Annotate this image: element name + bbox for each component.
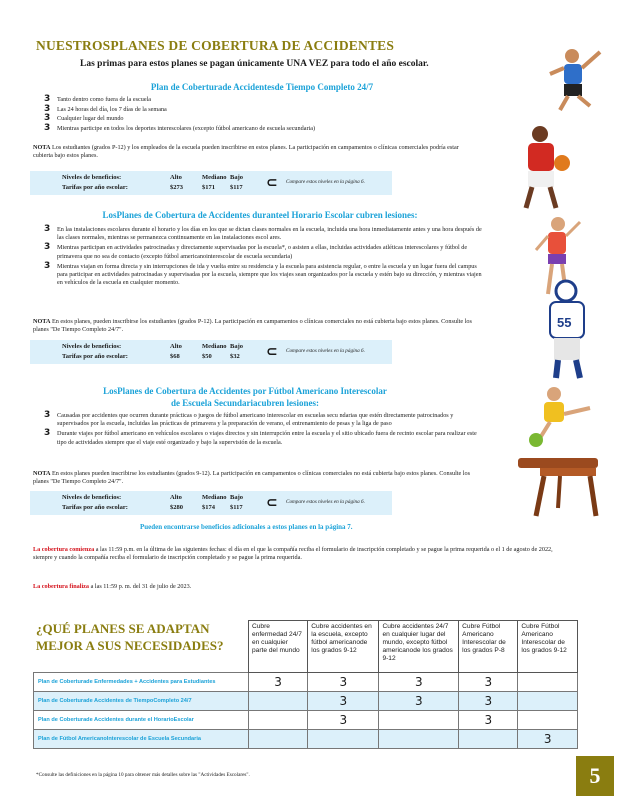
compare-note: Compare estos niveles en la página 6. [286,179,365,185]
tier-label: Niveles de beneficios: [62,494,122,501]
coverage-start: La cobertura comienza a las 11:59 p.m. en la última de las siguientes fechas: el día en el que la compañía reciba el formulario de inscripción completado y se pague la prima requerida o el 1 de agosto de 2022, siempre y cuando la compañía reciba el formulario de inscripción completado y se pague la prima requerida. [33,546,553,562]
row-label: Plan de Coberturade Accidentes de TiempoCompleto 24/7 [34,692,249,711]
svg-text:55: 55 [557,315,572,330]
price-high: $280 [170,504,183,511]
tier-header-medium: Mediano [202,174,227,181]
compare-arrow-icon: ⊂ [266,495,278,511]
page-title: NUESTROSPLANES DE COBERTURA DE ACCIDENTES [36,38,395,53]
list-item: 3 Mientras viajan en forma directa y sin interrupciones de ida y vuelta entre su residencia y la escuela para asistencia regular, o entre la escuela y un lugar fuera del campus para participar en actividades patrocinadas y supervisadas por la escuela, siempre que los viajes sean organizados por la escuela y estén bajo su dirección, y mientras viajen en vehículos de la escuela en cualquier momento. [44,260,482,287]
check-mark [379,730,459,749]
section-heading-football: LosPlanes de Cobertura de Accidentes por Fútbol Americano Interescolar de Escuela Secundariacubren lesiones: [103,386,387,408]
plan-comparison-table [33,620,578,749]
check-mark: 3 [459,711,518,730]
tier-header-high: Alto [170,494,182,501]
section2-bullet-list [44,226,484,289]
table-row [34,711,578,730]
list-item: 3 Tanto dentro como fuera de la escuela [44,94,152,104]
compare-arrow-icon: ⊂ [266,344,278,360]
section1-tier-box [30,171,392,195]
price-high: $68 [170,353,180,360]
bullet-icon: 3 [44,224,51,234]
row-label: Plan de Coberturade Enfermedades + Accidentes para Estudiantes [34,673,249,692]
check-mark [518,673,578,692]
compare-arrow-icon: ⊂ [266,175,278,191]
list-item: 3 Causadas por accidentes que ocurren durante prácticas o juegos de fútbol americano interescolar en escuelas secu ndarias que estén directamente patrocinados y supervisados por la escuela, incluidas las prácticas de primavera y la preparación de verano, el entrenamiento de pesas y la liga de paso [44,410,454,428]
extra-benefits-note: Pueden encontrarse beneficios adicionales a estos planes en la página 7. [140,523,353,531]
list-item: 3 Mientras participan en actividades patrocinadas y directamente supervisadas por la escuela*, o asisten a ellas, incluidas actividades atléticas interescolares y fútbol de primavera que no sea de contacto (excepto fútbol americanointerescolar de escuela secundaria) [44,242,468,260]
table-header-row [34,621,578,673]
coverage-end: La cobertura finaliza a las 11:59 p. m. del 31 de julio de 2023. [33,583,192,590]
list-item: 3 Las 24 horas del día, los 7 días de la semana [44,103,167,114]
table-row [34,730,578,749]
section3-tier-box [30,491,392,515]
check-mark [459,730,518,749]
table-row [34,692,578,711]
price-high: $273 [170,184,183,191]
check-mark [249,711,308,730]
column-header: Cubre enfermedad 24/7 en cualquier parte del mundo [249,621,308,673]
list-item: 3 Cualquier lugar del mundo [44,113,124,124]
bullet-icon: 3 [44,113,51,124]
check-mark: 3 [518,730,578,749]
football-player-illustration [550,281,584,378]
bullet-icon: 3 [44,123,51,134]
bullet-icon: 3 [44,242,51,253]
price-low: $117 [230,504,243,511]
rate-label: Tarifas por año escolar: [62,504,128,511]
check-mark [379,711,459,730]
section3-note: NOTA En estos planes pueden inscribirse los estudiantes (grados 9-12). La participación en campamentos o clínicas comerciales no está cubierta bajo estos planes. Consulte los planes "De Tiempo Completo 24/7". [33,470,471,486]
section2-note: NOTA En estos planes, pueden inscribirse los estudiantes (grados P-12). La participación en campamentos o clínicas comerciales no está cubierta bajo estos planes. Consulte los planes "De Tiempo Completo 24/7". [33,318,472,334]
check-mark: 3 [249,673,308,692]
price-medium: $50 [202,353,212,360]
check-mark: 3 [308,711,379,730]
column-header: Cubre Fútbol Americano Interescolar de los grados P-8 [459,621,518,673]
price-low: $117 [230,184,243,191]
check-mark: 3 [308,692,379,711]
list-item: 3 Durante viajes por fútbol americano en vehículos escolares o viajes directos y sin interrupción entre la escuela y el sitio ubicado fuera de recinto escolar para realizar este tipo de actividades siempre que el viaje esté organizado y bajo la supervisión de la escuela. [44,428,477,446]
check-mark: 3 [459,692,518,711]
check-mark [249,730,308,749]
tier-header-high: Alto [170,174,182,181]
list-item: 3 En las instalaciones escolares durante el horario y los días en los que se dictan clases normales en la escuela, incluida una hora inmediatamente antes y una hora después de las clases normales, mientras se permanezca continuamente en las instalaciones escol ares. [44,224,482,242]
row-label: Plan de Fútbol AmericanoInterescolar de Escuela Secundaria [34,730,249,749]
school-desk-illustration [518,458,598,516]
section3-bullet-list [44,412,484,449]
tier-header-medium: Mediano [202,343,227,350]
rate-label: Tarifas por año escolar: [62,184,128,191]
list-item: 3 Mientras participe en todos los deportes interescolares (excepto fútbol americano de escuela secundaria) [44,123,316,134]
athletes-illustration [500,38,610,598]
check-mark [518,692,578,711]
compare-note: Compare estos niveles en la página 6. [286,499,365,505]
price-medium: $174 [202,504,215,511]
row-label: Plan de Coberturade Accidentes durante el HorarioEscolar [34,711,249,730]
tier-header-high: Alto [170,343,182,350]
tier-header-low: Bajo [230,343,243,350]
section1-bullet-list [44,96,404,135]
section1-note: NOTA Los estudiantes (grados P-12) y los empleados de la escuela pueden inscribirse en estos planes. La participación en campamentos o clínicas comerciales podría estar cubierta bajo estos planes. [33,144,459,160]
footnote: *Consulte las definiciones en la página 10 para obtener más detalles sobre las "Actividades Escolares". [36,772,250,778]
section-heading-24-7: Plan de Coberturade Accidentesde Tiempo Completo 24/7 [150,82,374,92]
page-subtitle: Las primas para estos planes se pagan únicamente UNA VEZ para todo el año escolar. [80,59,429,69]
check-mark: 3 [459,673,518,692]
price-medium: $171 [202,184,215,191]
bullet-icon: 3 [44,94,51,104]
check-mark: 3 [308,673,379,692]
column-header: Cubre accidentes en la escuela, excepto fútbol americanode los grados 9-12 [308,621,379,673]
section2-tier-box [30,340,392,364]
bullet-icon: 3 [44,103,51,114]
bullet-icon: 3 [44,260,51,271]
column-header: Cubre accidentes 24/7 en cualquier lugar del mundo, excepto fútbol americanode los grados 9-12 [379,621,459,673]
basketball-player-illustration [526,126,570,208]
check-mark [308,730,379,749]
column-header: Cubre Fútbol Americano Interescolar de los grados 9-12 [518,621,578,673]
tier-header-medium: Mediano [202,494,227,501]
check-mark [249,692,308,711]
page-number: 5 [576,756,614,796]
compare-note: Compare estos niveles en la página 6. [286,348,365,354]
check-mark [518,711,578,730]
matrix-title: ¿QUÉ PLANES SE ADAPTAN MEJOR A SUS NECESIDADES? [36,621,224,653]
tier-header-low: Bajo [230,494,243,501]
bullet-icon: 3 [44,410,51,420]
section-heading-school-hours: LosPlanes de Cobertura de Accidentes duranteel Horario Escolar cubren lesiones: [102,210,418,220]
bullet-icon: 3 [44,428,51,439]
table-row [34,673,578,692]
tier-label: Niveles de beneficios: [62,174,122,181]
price-low: $32 [230,353,240,360]
check-mark: 3 [379,692,459,711]
rate-label: Tarifas por año escolar: [62,353,128,360]
tier-header-low: Bajo [230,174,243,181]
tier-label: Niveles de beneficios: [62,343,122,350]
check-mark: 3 [379,673,459,692]
boy-jumping-illustration [550,49,600,110]
soccer-girl-illustration [529,387,590,447]
